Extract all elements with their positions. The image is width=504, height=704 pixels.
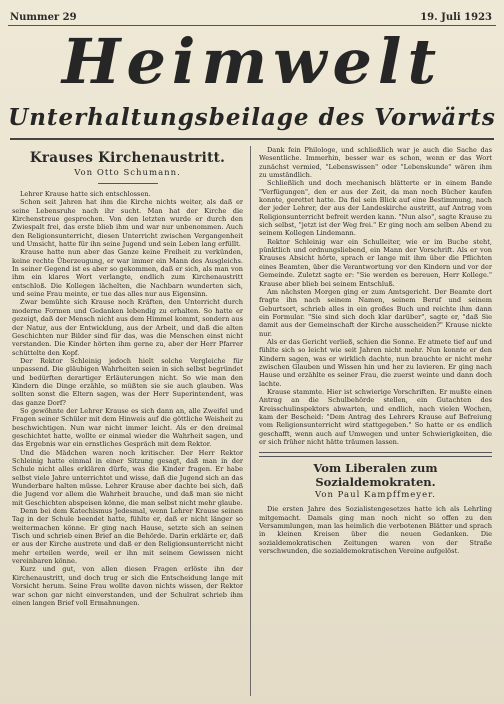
right-column: [259, 146, 492, 698]
paragraph: Krause stammte. Hier ist schwierige Vorschriften. Er mußte einen Antrag an die Schulbehörde stellen, ein Gutachten des Kreisschulinspektors abwarten, und endlich, nach vielen Wochen, kam der Bescheid: "Dem Antrag des Lehrers Krause auf Befreiung vom Religionsunterricht wird stattgegeben." So hatte er es endlich geschafft, wenn auch auf Umwegen und unter Schwierigkeiten, die er sich früher nicht hätte träumen lassen.: [259, 387, 492, 447]
article-continuation: [259, 146, 492, 446]
paragraph: Denn bei dem Katechismus Jedesmal, wenn Lehrer Krause seinen Tag in der Schule beendet hatte, fühlte er, daß er nicht länger so weitermachen könne. Er ging nach Hause, setzte sich an seinen Tisch und schrieb einen Brief an die Behörde. Darin erklärte er, daß er aus der Kirche austrete und daß er den Religionsunterricht nicht mehr erteilen werde, weil er ihn mit seinem Gewissen nicht vereinbaren könne.: [12, 507, 243, 566]
column-divider: [250, 146, 251, 696]
left-column: [12, 146, 243, 698]
article-separator: [259, 452, 492, 457]
paragraph: Zwar bemühte sich Krause noch Kräften, den Unterricht durch moderne Formen und Gedanken lebendig zu erhalten. So hatte er gezeigt, daß der Mensch nicht aus dem Himmel kommt, sondern aus der Natur, aus der Entwicklung, aus der Arbeit, und daß die alten Geschichten nur Bilder sind für das, was die Menschen einst nicht verstanden. Die Kinder hörten ihm gerne zu, aber der Herr Pfarrer schüttelte den Kopf.: [12, 298, 243, 357]
paragraph: Kurz und gut, von allen diesen Fragen erlöste ihn der Kirchenaustritt, und doch trug er sich die Entscheidung lange mit Vorsicht herum. Seine Frau wollte davon nichts wissen, der Rektor war schon gar nicht einverstanden, und der Schulrat schrieb ihm einen langen Brief voll Ermahnungen.: [12, 565, 243, 607]
paragraph: Am nächsten Morgen ging er zum Amtsgericht. Der Beamte dort fragte ihn nach seinem Namen, seinem Beruf und seinem Geburtsort, schrieb alles in ein großes Buch und reichte ihm dann ein Formular. "Sie sind sich doch klar darüber", sagte er, "daß Sie damit aus der Gemeinschaft der Kirche ausscheiden?" Krause nickte nur.: [259, 287, 492, 338]
paragraph: Als er das Gericht verließ, schien die Sonne. Er atmete tief auf und fühlte sich so leicht wie seit Jahren nicht mehr. Nun konnte er den Kindern sagen, was er wirklich dachte, nun brauchte er nicht mehr zwischen Glauben und Wissen hin und her zu lavieren. Er ging nach Hause und erzählte es seiner Frau, die zuerst weinte und dann doch lachte.: [259, 337, 492, 388]
article-title: Krauses Kirchenaustritt.: [29, 150, 226, 166]
paragraph: Und die Mädchen waren noch kritischer. Der Herr Rektor Schleinig hatte einmal in einer Sitzung gesagt, daß man in der Schule nicht alles erklären dürfe, was die Kinder fragen. Er habe selbst viele Jahre unterrichtet und wisse, daß die Jugend sich an das Wunderbare halten müsse. Lehrer Krause aber dachte bei sich, daß die Jugend vor allem die Wahrheit brauche, und daß man sie nicht mit Geschichten abspeisen könne, die man selbst nicht mehr glaube.: [12, 448, 243, 507]
article-title: Vom Liberalen zum Sozialdemokraten.: [313, 461, 438, 490]
article-body: [259, 505, 492, 555]
paragraph: Die ersten Jahre des Sozialistengesetzes hatte ich als Lehrling mitgemacht. Damals ging man noch nicht so offen zu den Versammlungen, man las heimlich die verbotenen Blätter und sprach in kleinen Kreisen über die neuen Gedanken. Die sozialdemokratischen Zeitungen waren von der Straße verschwunden, die sozialdemokratischen Vereine aufgelöst.: [259, 505, 492, 556]
paragraph: Lehrer Krause hatte sich entschlossen.: [20, 190, 151, 198]
issue-number: Nummer 29: [10, 12, 77, 23]
article-body: [12, 190, 243, 607]
article-byline: Von Paul Kampffmeyer.: [315, 490, 436, 501]
masthead-subtitle: Unterhaltungsbeilage des Vorwärts: [8, 104, 496, 131]
paragraph: Der Rektor Schleinig jedoch hielt solche Vergleiche für unpassend. Die gläubigen Wahrheiten seien in sich selbst begründet und bedürften derartiger Erläuterungen nicht. So wie man den Kindern die Dinge erzähle, so müßten sie sie auch glauben. Was sollten sonst die Eltern sagen, was der Herr Superintendent, was das ganze Dorf?: [12, 356, 243, 407]
paragraph: Rektor Schleinig war ein Schulleiter, wie er im Buche steht, pünktlich und ordnungsliebend, ein Mann der Vorschrift. Als er von Krauses Absicht hörte, sprach er lange mit ihm über die Pflichten eines Beamten, über die Verantwortung vor den Kindern und vor der Gemeinde. Zuletzt sagte er: "Sie werden es bereuen, Herr Kollege." Krause aber blieb bei seinem Entschluß.: [259, 237, 492, 288]
paragraph: Dank fein Philologe, und schließlich war je auch die Sache das Wesentliche. Immerhin, besser war es schon, wenn er das Wort zunächst vermied, "Lebenswissen" oder "Lebenskunde" wären ihm zu umständlich.: [259, 146, 492, 180]
article-byline: Von Otto Schumann.: [74, 168, 181, 178]
paragraph: Schon seit Jahren hat ihm die Kirche nichts weiter, als daß er seine Lebensruhe nach ihr sucht. Man hat der Kirche die Kirchenstreue gesprochen. Von den letzten wurde er durch den Zwiespalt frei, das erste blieb ihm und war nur unbenommen. Auch den Religionsunterricht, diesen Unterricht zwischen Vergangenheit und Umsicht, hatte für ihn seine Jugend und sein Leben lang erfüllt.: [12, 198, 243, 249]
paragraph: Schließlich und doch mechanisch blätterte er in einem Bande "Verfügungen", den er aus der Zeit, da man noch Bücher kaufen konnte, gerettet hatte. Da fiel sein Blick auf eine Bestimmung, nach der jeder Lehrer, der aus der Landeskirche austritt, auf Antrag vom Religionsunterricht befreit werden kann. "Nun also", sagte Krause zu sich selbst, "jetzt ist der Weg frei." Er ging noch am selben Abend zu seinem Kollegen Lindemann.: [259, 179, 492, 238]
issue-date: 19. Juli 1923: [420, 12, 492, 23]
paragraph: Krause hatte nun aber das Ganze keine Freiheit zu verkünden, keine rechte Überzeugung, er war immer ein Mann des Ausgleichs. In seiner Gegend ist es aber so gekommen, daß er sich, als man von ihm ein klares Wort verlangte, endlich zum Kirchenaustritt entschloß. Die Kollegen lächelten, die Nachbarn wunderten sich, und seine Frau meinte, er tue das alles nur aus Eigensinn.: [12, 248, 243, 299]
paragraph: So gewöhnte der Lehrer Krause es sich dann an, alle Zweifel und Fragen seiner Schüler mit dem Hinweis auf die göttliche Weisheit zu beschwichtigen. Nun war nicht immer leicht. Als er den dreimal geschichtet hatte, wollte er einmal wieder die Wahrheit sagen, und das Ergebnis war ein ernstliches Gespräch mit dem Rektor.: [12, 406, 243, 449]
masthead-title: Heimwelt: [61, 25, 443, 98]
masthead-rule: [10, 138, 494, 140]
title-divider: [98, 183, 158, 184]
